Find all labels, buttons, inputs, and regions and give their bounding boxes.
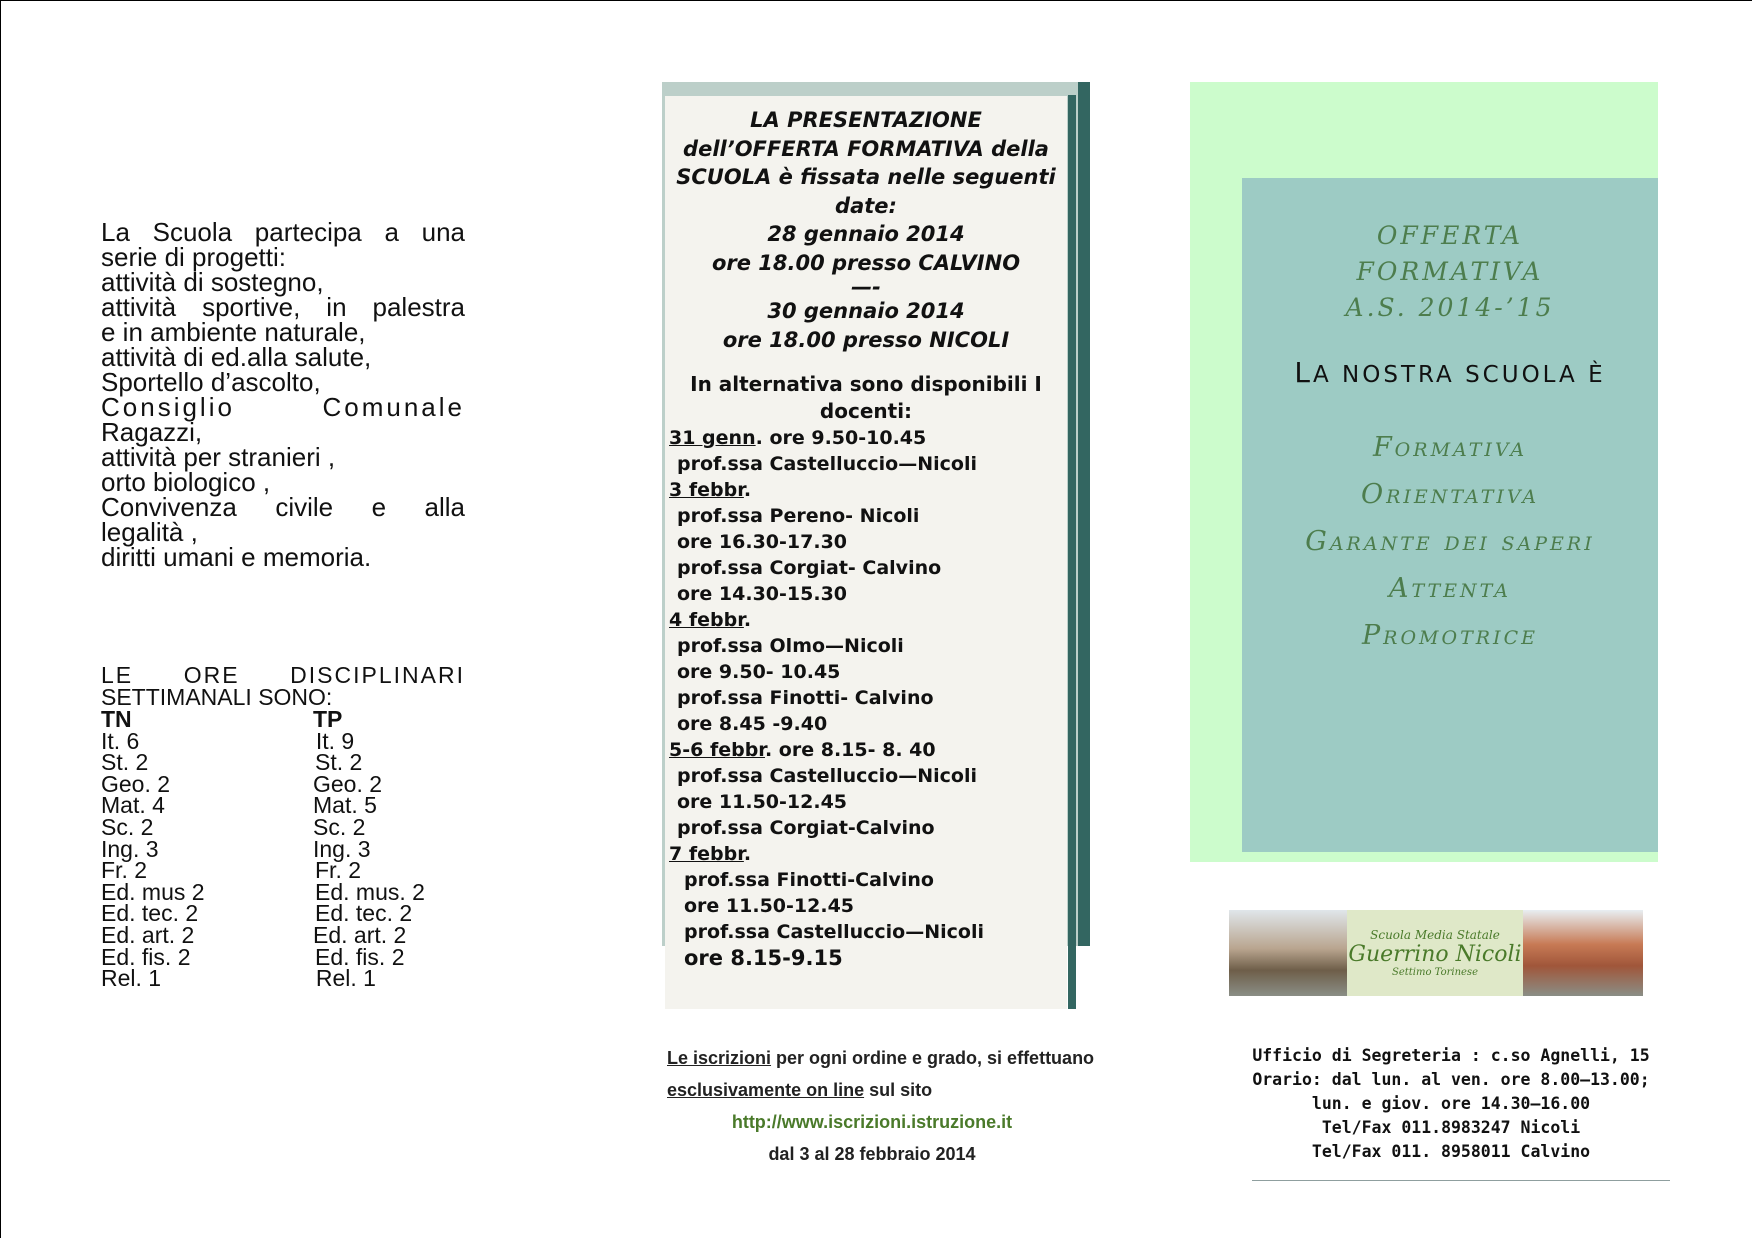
projects-line: Consiglio Comunale: [101, 392, 465, 422]
date-time: .: [743, 609, 752, 631]
projects-line: attività di sostegno,: [101, 267, 324, 297]
office-contacts: [1236, 1044, 1666, 1164]
quality-item: Promotrice: [1362, 620, 1538, 651]
presentation-box: [665, 96, 1067, 1009]
tp-header: TP: [313, 706, 343, 732]
hours-heading-line: SETTIMANALI SONO:: [101, 684, 333, 710]
tp-cell: Ed. tec. 2: [315, 900, 413, 927]
schedule-date: [669, 737, 1067, 763]
hours-heading: [101, 664, 465, 708]
offer-title-line: OFFERTA: [1376, 221, 1524, 250]
logo-line: Settimo Torinese: [1392, 967, 1478, 978]
tn-cell: Mat. 4: [101, 792, 165, 819]
enrollment-line: [667, 1042, 1097, 1074]
projects-line: Sportello d’ascolto,: [101, 367, 321, 397]
quality-item: Formativa: [1372, 432, 1528, 463]
projects-line: orto biologico ,: [101, 467, 271, 497]
hours-table-header: [101, 708, 465, 730]
schedule-date: [669, 477, 1067, 503]
tn-header: TN: [101, 706, 132, 732]
hours-row: [101, 857, 465, 884]
tn-cell: Fr. 2: [101, 857, 148, 884]
quality-item: Garante dei saperi: [1305, 526, 1595, 557]
date-time: . ore 9.50-10.45: [755, 427, 927, 449]
school-building-photo: [1229, 910, 1347, 996]
weekly-hours: [101, 662, 465, 992]
quality-item: Orientativa: [1360, 479, 1540, 510]
tp-cell: Ing. 3: [313, 835, 371, 862]
presentation-separator: —-: [851, 275, 881, 299]
alternative-line: docenti:: [819, 399, 913, 423]
tn-cell: Ed. mus 2: [101, 878, 205, 905]
schedule-line: prof.ssa Castelluccio—Nicoli: [677, 453, 977, 475]
projects-line: legalità ,: [101, 517, 198, 547]
enrollment-emphasis: esclusivamente on line: [667, 1080, 865, 1100]
school-logo: [1347, 910, 1523, 996]
tagline-initial: L: [1294, 356, 1313, 389]
schedule-line: prof.ssa Finotti- Calvino: [677, 687, 934, 709]
tp-cell: Ed. mus. 2: [315, 878, 425, 905]
date-time: . ore 8.15- 8. 40: [764, 739, 936, 761]
tn-cell: Geo. 2: [101, 770, 171, 797]
tp-cell: Fr. 2: [315, 857, 362, 884]
presentation-line: ore 18.00 presso CALVINO: [711, 250, 1021, 275]
hours-row: [101, 770, 465, 797]
tn-cell: St. 2: [101, 749, 149, 776]
office-line: Orario: dal lun. al ven. ore 8.00—13.00;: [1252, 1070, 1650, 1089]
quality-item: Attenta: [1388, 573, 1512, 604]
school-building-photo: [1523, 910, 1643, 996]
schedule-date: [669, 841, 1067, 867]
schedule-line: ore 9.50- 10.45: [677, 661, 841, 683]
presentation-line: LA PRESENTAZIONE: [750, 108, 982, 132]
presentation-line: SCUOLA è fissata nelle seguenti: [676, 165, 1056, 189]
tp-cell: Mat. 5: [313, 792, 377, 819]
office-line: Tel/Fax 011.8983247 Nicoli: [1321, 1118, 1581, 1137]
tp-cell: Ed. art. 2: [313, 921, 407, 948]
date-label: 3 febbr: [669, 479, 744, 501]
logo-line: Scuola Media Statale: [1370, 928, 1500, 942]
projects-line: attività per stranieri ,: [101, 442, 336, 472]
enrollment-emphasis: Le iscrizioni: [667, 1048, 772, 1068]
tp-cell: It. 9: [315, 727, 355, 754]
divider: [1252, 1180, 1670, 1181]
schedule-line: ore 14.30-15.30: [677, 583, 848, 605]
presentation-line: 28 gennaio 2014: [767, 222, 965, 246]
hours-row: [101, 813, 465, 840]
date-label: 7 febbr: [669, 843, 744, 865]
projects-line: Convivenza civile e alla: [101, 492, 465, 522]
presentation-line: dell’OFFERTA FORMATIVA della: [683, 136, 1049, 161]
hours-row: [101, 900, 465, 927]
hours-table: [101, 706, 465, 992]
schedule-date: [669, 425, 1067, 451]
tn-cell: It. 6: [101, 727, 140, 754]
date-time: .: [743, 843, 752, 865]
enrollment-url-link[interactable]: http://www.iscrizioni.istruzione.it: [731, 1112, 1013, 1132]
tp-cell: Sc. 2: [313, 813, 366, 840]
hours-row: [101, 792, 465, 819]
offer-title: [1242, 218, 1658, 326]
schedule-line: prof.ssa Olmo—Nicoli: [677, 635, 904, 657]
schedule-line: prof.ssa Finotti-Calvino: [684, 869, 934, 891]
presentation-line: ore 18.00 presso NICOLI: [722, 327, 1010, 352]
schedule-line: prof.ssa Corgiat-Calvino: [677, 817, 935, 839]
schedule-line: prof.ssa Corgiat- Calvino: [677, 557, 942, 579]
tp-cell: Ed. fis. 2: [315, 943, 405, 970]
hours-row: [101, 878, 465, 905]
projects-line: attività di ed.alla salute,: [101, 342, 372, 372]
logo-line: Guerrino Nicoli: [1348, 942, 1522, 967]
tn-cell: Ed. tec. 2: [101, 900, 199, 927]
schedule-line: prof.ssa Pereno- Nicoli: [677, 505, 920, 527]
tp-cell: St. 2: [315, 749, 363, 776]
date-label: 31 genn: [669, 427, 756, 449]
schedule-line: prof.ssa Castelluccio—Nicoli: [684, 921, 984, 943]
offer-title-line: A.S. 2014-’15: [1345, 293, 1555, 322]
alternative-line: In alternativa sono disponibili I: [690, 372, 1042, 396]
office-line: Tel/Fax 011. 8958011 Calvino: [1311, 1142, 1591, 1161]
hours-row: [101, 835, 465, 862]
enrollment-text: per ogni ordine e grado, si effettuano: [771, 1048, 1095, 1068]
projects-line: attività sportive, in palestra: [101, 292, 465, 322]
tn-cell: Ed. art. 2: [101, 921, 195, 948]
schedule-date: [669, 607, 1067, 633]
schedule-line: prof.ssa Castelluccio—Nicoli: [677, 765, 977, 787]
enrollment-info: [667, 1042, 1097, 1170]
hours-row: [101, 965, 465, 992]
tn-cell: Ing. 3: [101, 835, 159, 862]
tp-cell: Geo. 2: [313, 770, 383, 797]
schedule-line: ore 11.50-12.45: [684, 895, 855, 917]
tn-cell: Ed. fis. 2: [101, 943, 191, 970]
hours-row: [101, 943, 465, 970]
office-line: Ufficio di Segreteria : c.so Agnelli, 15: [1252, 1046, 1650, 1065]
teacher-schedule: [665, 425, 1067, 971]
alternative-heading: [665, 371, 1067, 425]
projects-line: La Scuola partecipa a una: [101, 217, 465, 247]
projects-line: e in ambiente naturale,: [101, 317, 366, 347]
hours-heading-line: LE ORE DISCIPLINARI: [101, 662, 465, 688]
enrollment-text: sul sito: [864, 1080, 933, 1100]
schedule-line: ore 11.50-12.45: [677, 791, 848, 813]
office-line: lun. e giov. ore 14.30—16.00: [1311, 1094, 1591, 1113]
schedule-line: ore 8.45 -9.40: [677, 713, 828, 735]
schedule-line: ore 16.30-17.30: [677, 531, 848, 553]
projects-line: diritti umani e memoria.: [101, 542, 372, 572]
presentation-line: date:: [835, 193, 897, 218]
date-label: 5-6 febbr: [669, 739, 765, 761]
presentation-box-bar: [1068, 95, 1076, 1009]
date-label: 4 febbr: [669, 609, 744, 631]
offer-title-line: FORMATIVA: [1356, 257, 1544, 286]
projects-line: serie di progetti:: [101, 242, 286, 272]
projects-line: Ragazzi,: [101, 417, 203, 447]
date-time: .: [743, 479, 752, 501]
hours-row: [101, 727, 465, 754]
projects-list: [101, 217, 465, 572]
school-tagline: [1242, 356, 1658, 389]
tagline-rest: A NOSTRA SCUOLA È: [1312, 362, 1606, 388]
tn-cell: Sc. 2: [101, 813, 154, 840]
schedule-line: ore 8.15-9.15: [684, 946, 843, 970]
school-banner: [1229, 910, 1643, 996]
enrollment-dates: dal 3 al 28 febbraio 2014: [768, 1144, 976, 1164]
tp-cell: Rel. 1: [315, 965, 376, 992]
tn-cell: Rel. 1: [101, 965, 162, 992]
presentation-box-bar: [1078, 82, 1090, 946]
presentation-line: 30 gennaio 2014: [767, 299, 965, 323]
enrollment-line: [667, 1074, 1097, 1106]
presentation-dates: [665, 106, 1067, 354]
hours-row: [101, 921, 465, 948]
hours-row: [101, 749, 465, 776]
school-qualities: [1242, 424, 1658, 659]
